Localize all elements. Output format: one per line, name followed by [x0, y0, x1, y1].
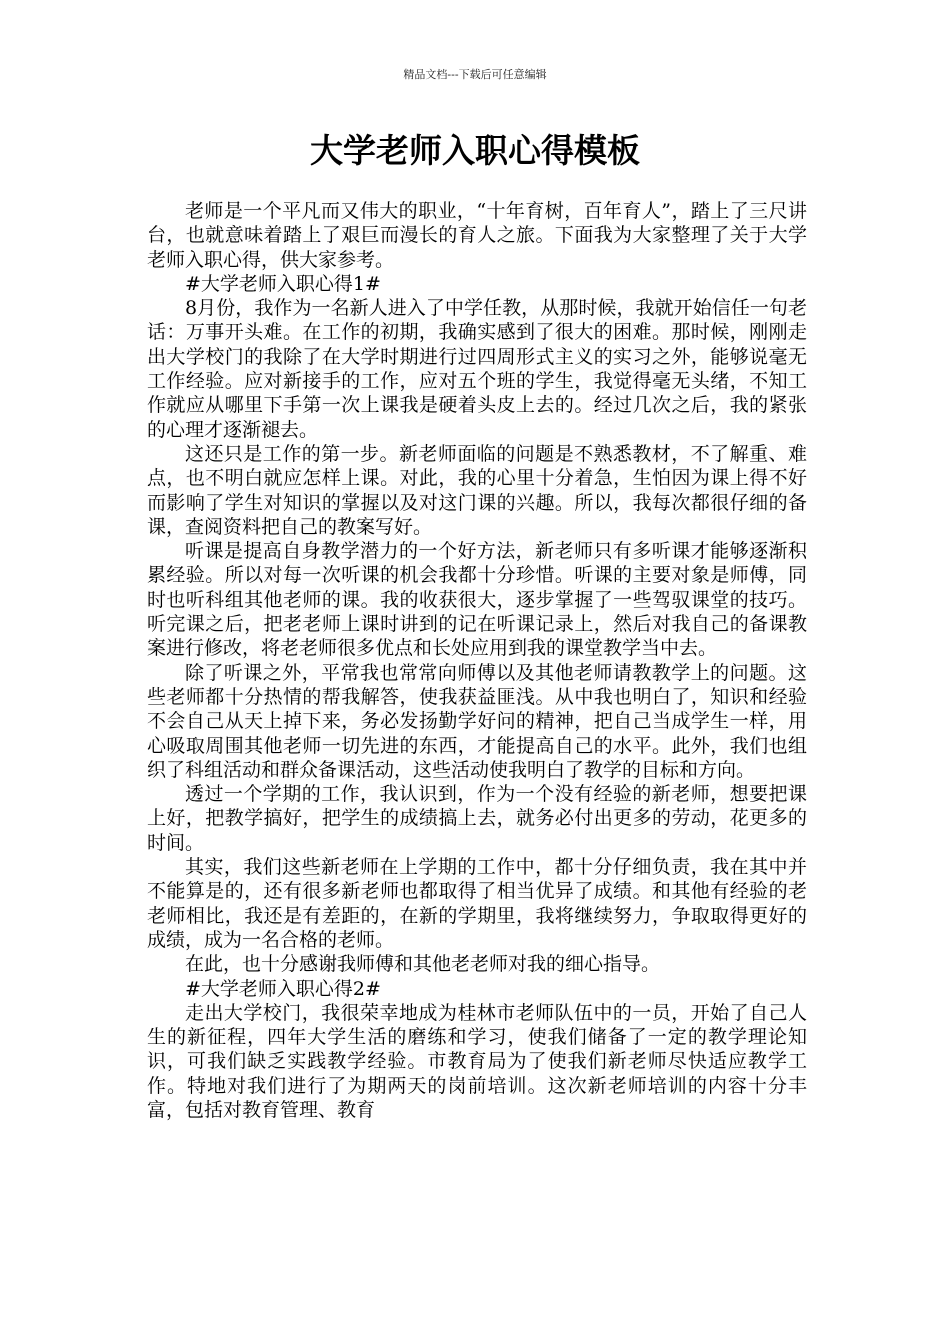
- paragraph: 在此，也十分感谢我师傅和其他老老师对我的细心指导。: [185, 953, 661, 976]
- paragraph: 这还只是工作的第一步。新老师面临的问题是不熟悉教材，不了解重、难点，也不明白就应怎样上课。对此，我的心里十分着急，生怕因为课上得不好而影响了学生对知识的掌握以及对这门课的兴趣。所以，我每次都很仔细的备课，查阅资料把自己的教案写好。: [147, 442, 807, 538]
- document-title: 大学老师入职心得模板: [310, 131, 640, 170]
- paragraph: 走出大学校门，我很荣幸地成为桂林市老师队伍中的一员，开始了自己人生的新征程，四年大学生活的磨练和学习，使我们储备了一定的教学理论知识，可我们缺乏实践教学经验。市教育局为了使我们新老师尽快适应教学工作。特地对我们进行了为期两天的岗前培训。这次新老师培训的内容十分丰富，包括对教育管理、教育: [147, 1001, 807, 1121]
- section-heading-1: #大学老师入职心得1#: [185, 272, 381, 295]
- header-note: 精品文档---下载后可任意编辑: [403, 68, 547, 81]
- paragraph: 透过一个学期的工作，我认识到，作为一个没有经验的新老师，想要把课上好，把教学搞好，把学生的成绩搞上去，就务必付出更多的劳动，花更多的时间。: [147, 783, 807, 854]
- paragraph: 其实，我们这些新老师在上学期的工作中，都十分仔细负责，我在其中并不能算是的，还有很多新老师也都取得了相当优异了成绩。和其他有经验的老老师相比，我还是有差距的，在新的学期里，我将继续努力，争取取得更好的成绩，成为一名合格的老师。: [147, 856, 807, 951]
- document-body: [147, 199, 807, 1122]
- paragraph: 8月份，我作为一名新人进入了中学任教，从那时候，我就开始信任一句老话：万事开头难。在工作的初期，我确实感到了很大的困难。那时候，刚刚走出大学校门的我除了在大学时期进行过四周形式主义的实习之外，能够说毫无工作经验。应对新接手的工作，应对五个班的学生，我觉得毫无头绪，不知工作就应从哪里下手第一次上课我是硬着头皮上去的。经过几次之后，我的紧张的心理才逐渐褪去。: [147, 297, 807, 441]
- paragraph: 除了听课之外，平常我也常常向师傅以及其他老师请教教学上的问题。这些老师都十分热情的帮我解答，使我获益匪浅。从中我也明白了，知识和经验不会自己从天上掉下来，务必发扬勤学好问的精神，把自己当成学生一样，用心吸取周围其他老师一切先进的东西，才能提高自己的水平。此外，我们也组织了科组活动和群众备课活动，这些活动使我明白了教学的目标和方向。: [147, 661, 807, 781]
- paragraph: 听课是提高自身教学潜力的一个好方法，新老师只有多听课才能够逐渐积累经验。所以对每一次听课的机会我都十分珍惜。听课的主要对象是师傅，同时也听科组其他老师的课。我的收获很大，逐步掌握了一些驾驭课堂的技巧。听完课之后，把老老师上课时讲到的记在听课记录上，然后对我自己的备课教案进行修改，将老老师很多优点和长处应用到我的课堂教学当中去。: [147, 540, 807, 660]
- section-heading-2: #大学老师入职心得2#: [185, 977, 381, 1000]
- paragraph-intro: 老师是一个平凡而又伟大的职业，“十年育树，百年育人”，踏上了三尺讲台，也就意味着踏上了艰巨而漫长的育人之旅。下面我为大家整理了关于大学老师入职心得，供大家参考。: [147, 200, 807, 271]
